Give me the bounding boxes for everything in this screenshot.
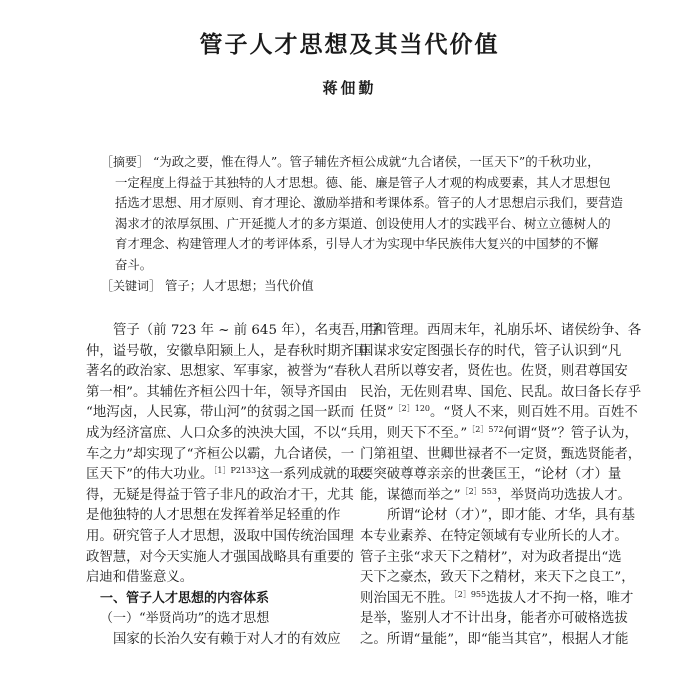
body-line: 人君所以尊安者，贤佐也。佐贤，则君尊国安 [360, 364, 628, 380]
abstract-line: 一定程度上得益于其独特的人才思想。德、能、廉是管子人才观的构成要素，其人才思想包 [115, 174, 611, 190]
body-line [360, 589, 634, 610]
body-line: 是他独特的人才思想在发挥着举足轻重的作 [86, 508, 341, 524]
body-line: 政智慧，对今天实施人才强国战略具有重要的 [86, 549, 354, 565]
body-line: 国家的长治久安有赖于对人才的有效应 [113, 631, 341, 647]
citation: ［2］955 [453, 589, 487, 599]
citation: ［2］553 [460, 486, 497, 496]
body-text: 何谓“贤”？管子认为， [503, 425, 638, 441]
abstract-line: 括选才思想、用才原则、育才理论、激励举措和考课体系。管子的人才思想启示我们，要营造 [115, 195, 624, 210]
body-text: 则治国无不胜。 [360, 590, 454, 606]
abstract-text: “为政之要，惟在得人”。管子辅佐齐桓公成就“九合诸侯，一匡天下”的千秋功业， [152, 154, 600, 169]
body-line: 天下之豪杰，致天下之精材，来天下之良工”， [360, 570, 635, 586]
body-line: 管子（前 723 年 ~ 前 645 年），名夷吾，字 [113, 323, 382, 338]
body-line: 之。所谓“量能”，即“能当其官”，根据人才能 [360, 631, 629, 647]
article-title: 管子人才思想及其当代价值 [199, 32, 500, 58]
body-line: 仲，谥号敬，安徽阜阳颍上人，是春秋时期齐国 [86, 343, 368, 359]
body-text: 能，谋德而举之” [360, 487, 461, 503]
body-line: 成为经济富庶、人口众多的泱泱大国，不以“兵 [86, 425, 361, 441]
body-line: 车之力”却实现了“齐桓公以霸，九合诸侯，一 [86, 446, 355, 462]
body-text: 。“贤人不来，则百姓不用。百姓不 [430, 405, 638, 421]
body-line: 门第祖望、世卿世禄者不一定贤，甄选贤能者， [360, 446, 642, 462]
body-line: 本专业素养、在特定领域有专业所长的人才。 [360, 528, 628, 544]
body-line [86, 465, 364, 486]
citation: ［1］P2133 [213, 466, 257, 476]
body-text: 这一系列成就的取 [256, 467, 364, 483]
abstract-line [101, 152, 611, 173]
body-line [360, 403, 638, 424]
keywords-label: ［关键词］ [101, 279, 162, 293]
abstract-line: 渴求才的浓厚氛围、广开延揽人才的多方渠道、创设使用人才的实践平台、树立立德树人的 [115, 215, 611, 231]
body-line: 用。研究管子人才思想，汲取中国传统治国理 [86, 528, 354, 544]
body-line [360, 486, 631, 507]
body-text: 任贤” [360, 405, 394, 421]
body-line: 所谓“论材（才）”，即才能、才华，具有基 [387, 508, 636, 524]
citation: ［2］120 [393, 404, 430, 414]
author-name: 蒋佃勤 [322, 79, 377, 97]
body-line: 民治，无佐则君卑、国危、民乱。故曰备长存乎 [360, 384, 642, 400]
body-line: 要突破尊尊亲亲的世袭匡王，“论材（才）量 [360, 467, 622, 483]
body-line: “地泻卤，人民寡，带山河”的贫弱之国一跃而 [86, 405, 355, 421]
abstract-line: 育才理念、构建管理人才的考评体系，引导人才为实现中华民族伟大复兴的中国梦的不懈 [115, 236, 599, 251]
right-column [360, 321, 642, 651]
citation: ［2］572 [467, 424, 504, 434]
subsection-heading: （一）“举贤尚功”的选才思想 [100, 611, 270, 627]
abstract-block [101, 152, 624, 297]
keywords-text: 管子；人才思想；当代价值 [164, 278, 314, 293]
body-line: 用和管理。西周末年，礼崩乐坏、诸侯纷争、各 [360, 323, 642, 338]
body-line: 国谋求安定图强长存的时代，管子认识到“凡 [360, 343, 622, 359]
body-line [360, 424, 638, 445]
keywords-line [101, 276, 611, 297]
abstract-line: 奋斗。 [115, 256, 153, 272]
section-heading: 一、管子人才思想的内容体系 [100, 590, 270, 606]
body-line: 得，无疑是得益于管子非凡的政治才干，尤其 [86, 487, 354, 503]
abstract-label: ［摘要］ [101, 155, 150, 169]
body-line: 是举，鉴别人才不计出身，能者亦可破格选拔 [360, 611, 628, 627]
body-line: 启迪和借鉴意义。 [86, 570, 194, 586]
body-line: 著名的政治家、思想家、军事家，被誉为“春秋 [86, 364, 361, 380]
body-line: 第一相”。其辅佐齐桓公四十年，领导齐国由 [86, 384, 348, 400]
body-text: ，举贤尚功选拔人才。 [496, 487, 631, 503]
body-text: 匡天下”的伟大功业。 [86, 467, 214, 483]
body-line: 管子主张“求天下之精材”，对为政者提出“选 [360, 549, 622, 565]
body-text: 用，则天下不至。” [360, 425, 468, 441]
body-text: 选拔人才不拘一格，唯才 [486, 590, 634, 606]
